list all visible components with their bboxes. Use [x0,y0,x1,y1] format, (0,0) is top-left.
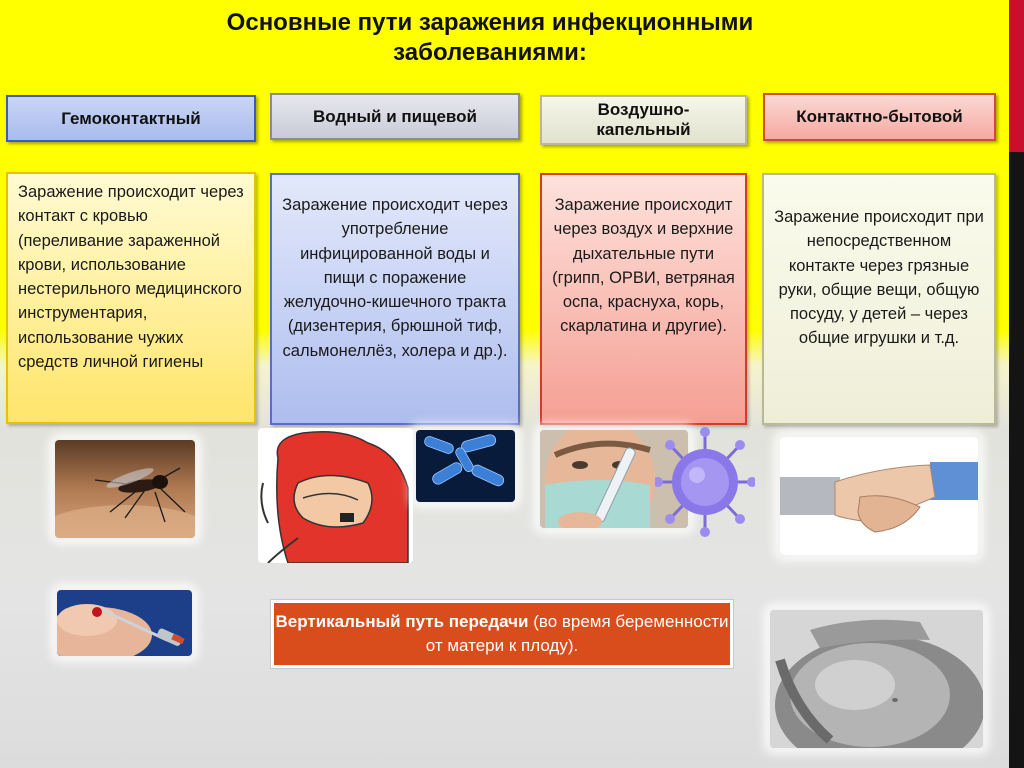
pregnant-belly-photo [770,610,983,748]
pregnant-belly-icon [770,610,983,748]
description-airborne: Заражение происходит через воздух и верхние дыхательные пути (грипп, ОРВИ, ветряная оспа, краснуха, корь, скарлатина и другие). [540,173,747,425]
virus-icon [655,427,755,537]
mosquito-icon [55,440,195,538]
mosquito-photo [55,440,195,538]
page-title: Основные пути заражения инфекционными заболеваниями: [226,9,754,66]
stomach-ache-illustration [258,428,413,563]
vertical-transmission-text: (во время беременности от матери к плоду). [425,612,729,655]
stomach-ache-icon [258,428,413,563]
handshake-photo [780,437,978,555]
bacteria-photo [416,430,515,502]
vertical-transmission-box [271,600,733,668]
category-hemocontact: Гемоконтактный [6,95,256,142]
category-water-food: Водный и пищевой [270,93,520,140]
description-water-food: Заражение происходит через употребление инфицированной воды и пищи с поражение желудочно-кишечного тракта (дизентерия, брюшной тиф, сальмонеллёз, холера и др.). [270,173,520,425]
right-edge-dark-strip [1009,152,1024,768]
blood-drop-finger-photo [57,590,192,656]
blood-drop-icon [57,590,192,656]
right-edge-red-strip [1009,0,1024,152]
description-contact-household: Заражение происходит при непосредственном контакте через грязные руки, общие вещи, общую посуду, у детей – через общие игрушки и т.д. [762,173,996,425]
virus-illustration [655,427,755,537]
description-hemocontact: Заражение происходит через контакт с кровью (переливание зараженной крови, использование нестерильного медицинского инструментария, использование чужих средств личной гигиены [6,172,256,424]
category-airborne: Воздушно-капельный [540,95,747,145]
bacteria-icon [416,430,515,502]
category-contact-household: Контактно-бытовой [763,93,996,141]
vertical-transmission-title: Вертикальный путь передачи [275,612,529,631]
handshake-icon [780,437,978,555]
